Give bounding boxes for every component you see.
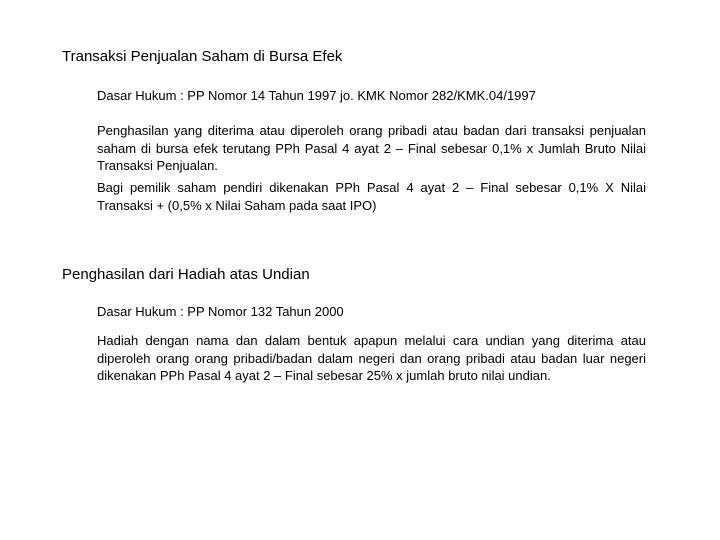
section-title-saham: Transaksi Penjualan Saham di Bursa Efek (62, 48, 343, 65)
legal-basis-saham: Dasar Hukum : PP Nomor 14 Tahun 1997 jo. KMK Nomor 282/KMK.04/1997 (97, 88, 536, 103)
paragraph-saham-general: Penghasilan yang diterima atau diperoleh orang pribadi atau badan dari transaksi penjualan saham di bursa efek terutang PPh Pasal 4 ayat 2 – Final sebesar 0,1% x Jumlah Bruto Nilai Transaksi Penjualan. (97, 123, 646, 173)
section-title-undian: Penghasilan dari Hadiah atas Undian (62, 266, 310, 283)
legal-basis-undian: Dasar Hukum : PP Nomor 132 Tahun 2000 (97, 304, 344, 319)
paragraph-saham-founder: Bagi pemilik saham pendiri dikenakan PPh Pasal 4 ayat 2 – Final sebesar 0,1% X Nilai Transaksi + (0,5% x Nilai Saham pada saat IPO) (97, 180, 646, 213)
paragraph-undian: Hadiah dengan nama dan dalam bentuk apapun melalui cara undian yang diterima atau diperoleh orang orang pribadi/badan dalam negeri dan orang pribadi atau badan luar negeri dikenakan PPh Pasal 4 ayat 2 – Final sebesar 25% x jumlah bruto nilai undian. (97, 333, 646, 383)
